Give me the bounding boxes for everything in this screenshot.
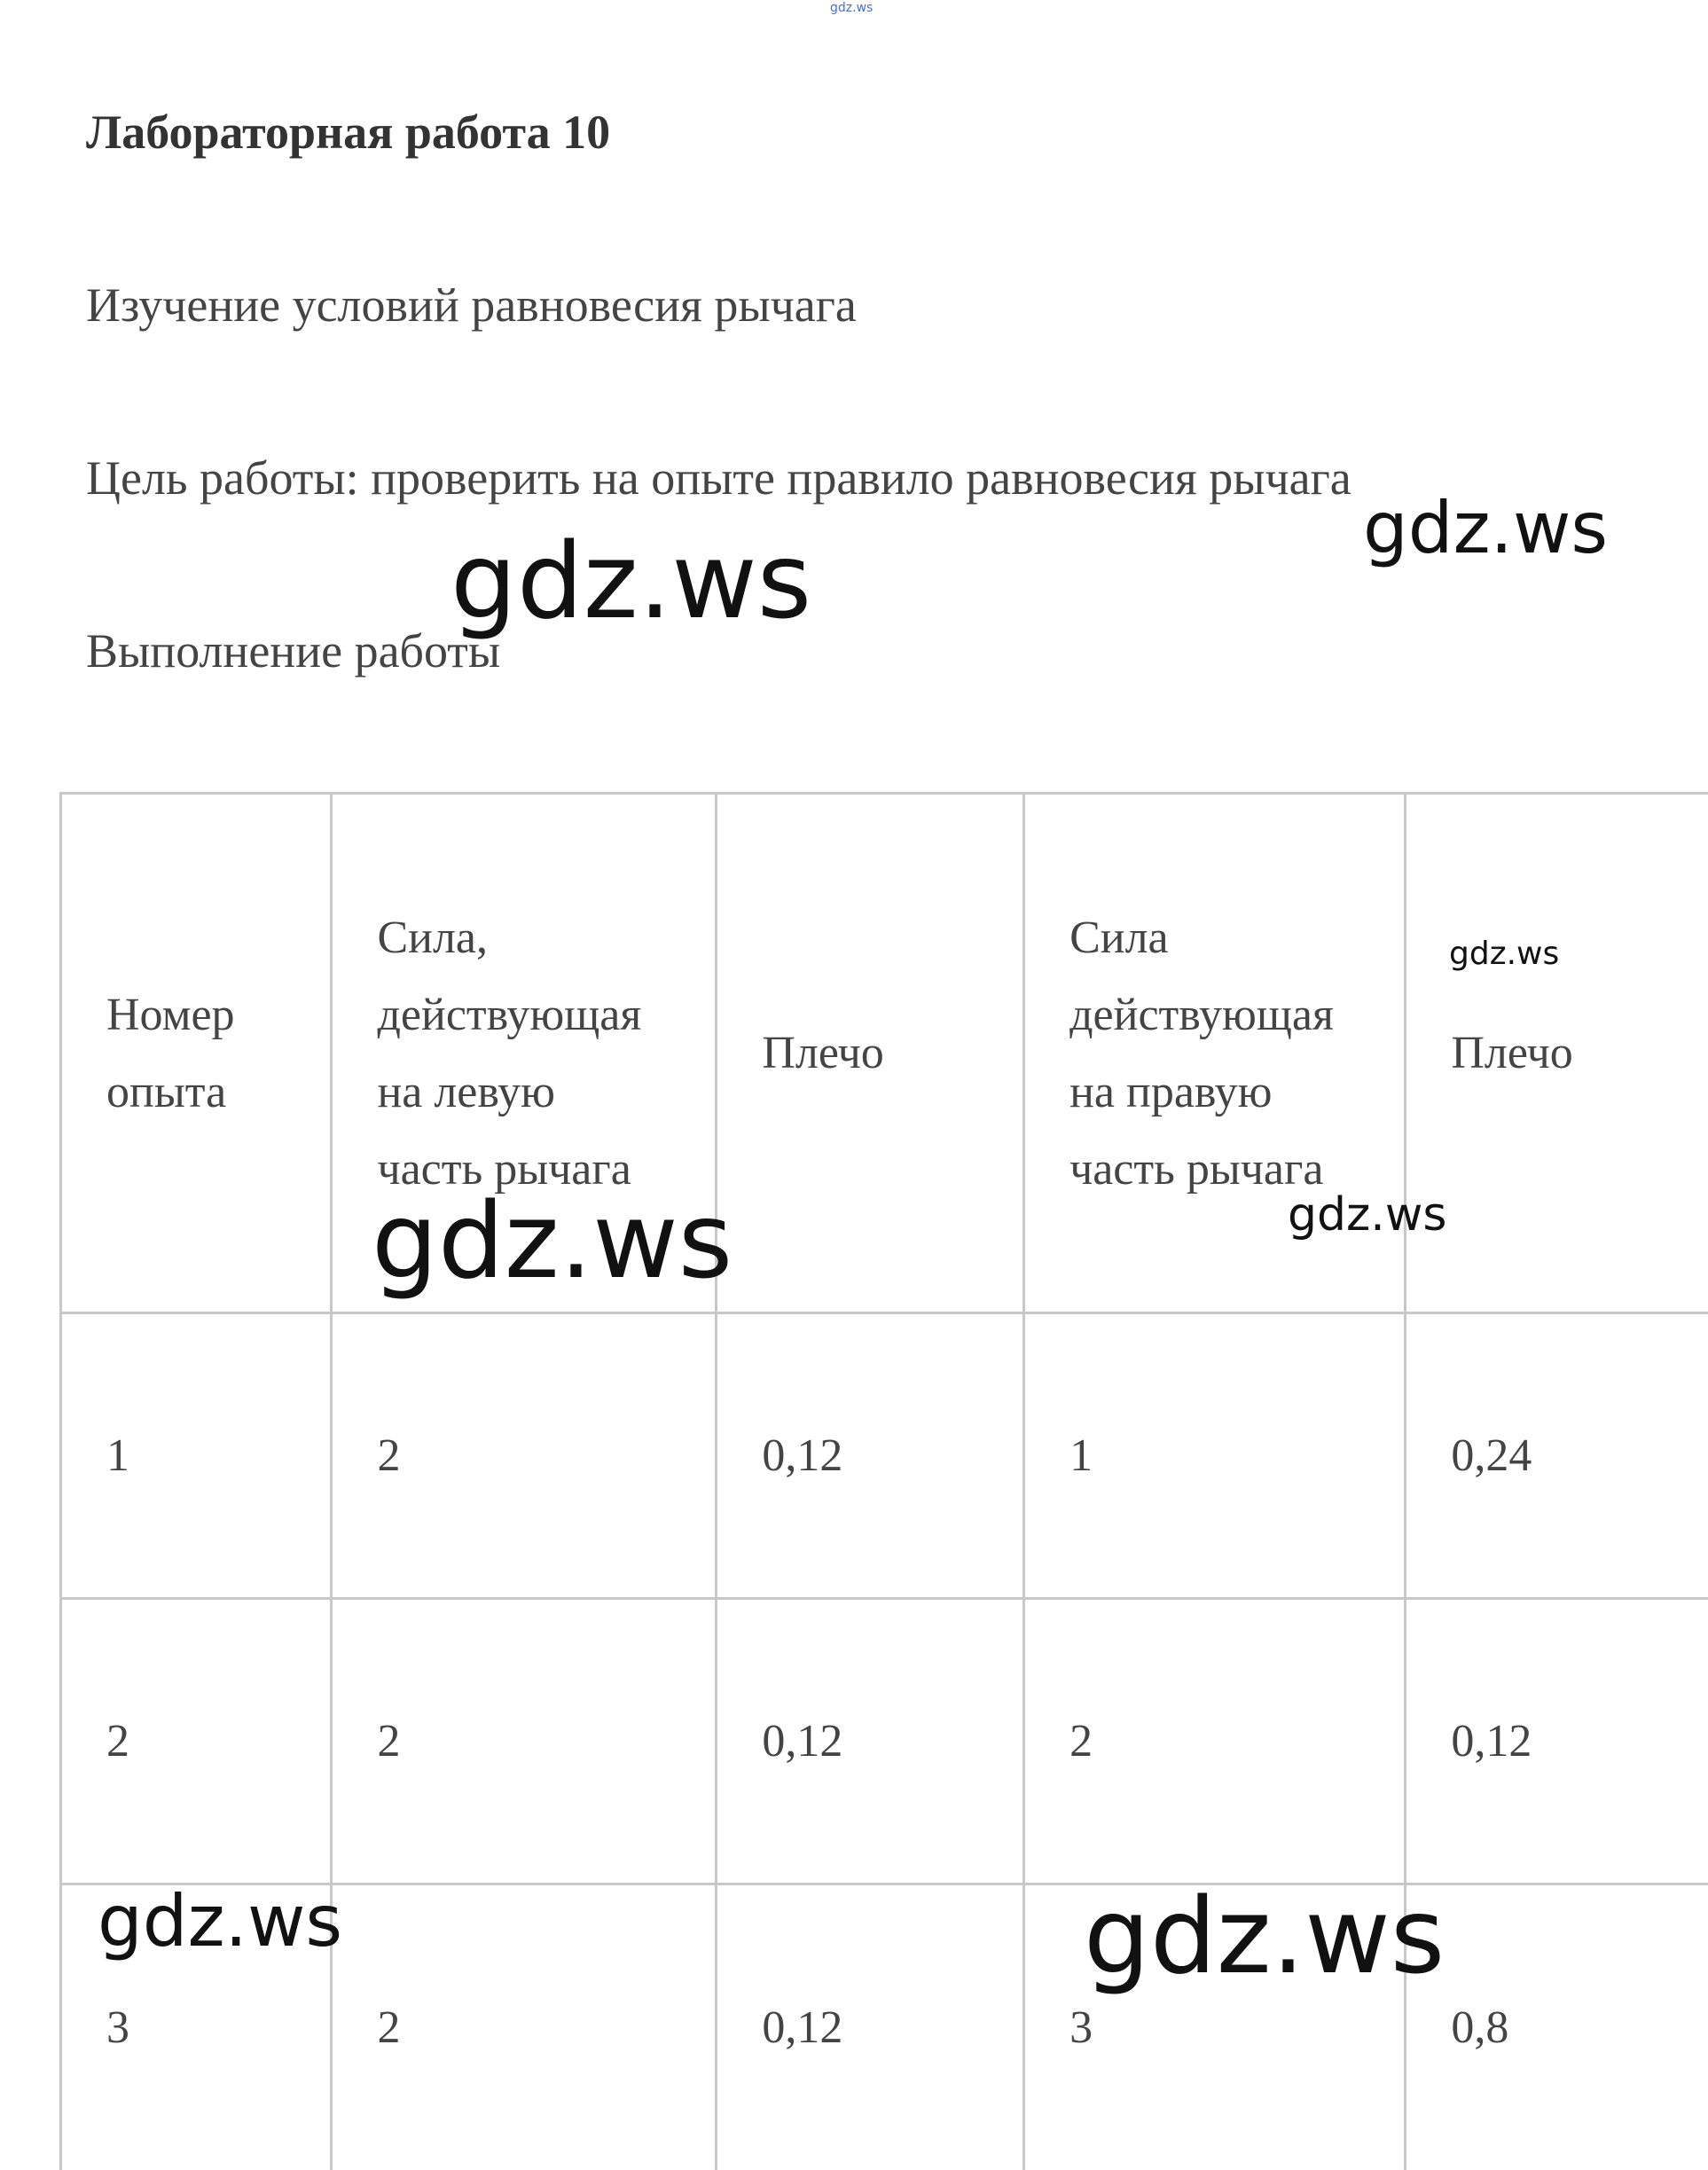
header-left-arm	[717, 794, 1024, 1313]
work-goal: Цель работы: проверить на опыте правило равновесия рычага	[86, 450, 1352, 505]
header-text-line: на правую	[1069, 1054, 1404, 1131]
cell-experiment-number: 1	[61, 1313, 332, 1599]
header-text-line: Сила	[1069, 899, 1404, 976]
table-row	[61, 1313, 1708, 1599]
header-left-force	[332, 794, 717, 1313]
watermark: gdz.ws	[1363, 493, 1608, 564]
header-text-line: Сила,	[377, 899, 715, 976]
header-text-line: действующая	[1069, 976, 1404, 1054]
cell-right-arm: 0,12	[1406, 1599, 1708, 1884]
header-text-line: Плечо	[1451, 1014, 1708, 1092]
cell-experiment-number: 3	[61, 1884, 332, 2170]
cell-experiment-number: 2	[61, 1599, 332, 1884]
cell-left-arm: 0,12	[717, 1884, 1024, 2170]
header-right-force	[1024, 794, 1406, 1313]
header-text-line: часть рычага	[377, 1131, 715, 1208]
header-text-line: на левую	[377, 1054, 715, 1131]
cell-left-force: 2	[332, 1884, 717, 2170]
page-title: Лабораторная работа 10	[86, 105, 610, 160]
cell-left-arm: 0,12	[717, 1313, 1024, 1599]
cell-left-force: 2	[332, 1313, 717, 1599]
cell-left-arm: 0,12	[717, 1599, 1024, 1884]
cell-left-force: 2	[332, 1599, 717, 1884]
execution-heading: Выполнение работы	[86, 623, 500, 678]
watermark: gdz.ws	[372, 1188, 733, 1293]
watermark: gdz.ws	[1449, 938, 1559, 970]
results-table	[59, 792, 1708, 2170]
table-row	[61, 1884, 1708, 2170]
cell-right-force: 1	[1024, 1313, 1406, 1599]
cell-right-arm: 0,24	[1406, 1313, 1708, 1599]
header-text-line: Номер	[106, 976, 330, 1054]
watermark: gdz.ws	[98, 1886, 342, 1957]
watermark: gdz.ws	[1288, 1192, 1446, 1238]
header-text-line: Плечо	[762, 1014, 1022, 1092]
table-header-row	[61, 794, 1708, 1313]
work-subtitle: Изучение условий равновесия рычага	[86, 278, 857, 333]
watermark-top: gdz.ws	[830, 2, 873, 14]
header-experiment-number	[61, 794, 332, 1313]
cell-right-force: 2	[1024, 1599, 1406, 1884]
cell-right-arm: 0,8	[1406, 1884, 1708, 2170]
header-right-arm	[1406, 794, 1708, 1313]
watermark: gdz.ws	[1084, 1884, 1445, 1988]
watermark: gdz.ws	[451, 529, 811, 633]
cell-right-force: 3	[1024, 1884, 1406, 2170]
table-row	[61, 1599, 1708, 1884]
header-text-line: часть рычага	[1069, 1131, 1404, 1208]
header-text-line: опыта	[106, 1054, 330, 1131]
header-text-line: действующая	[377, 976, 715, 1054]
